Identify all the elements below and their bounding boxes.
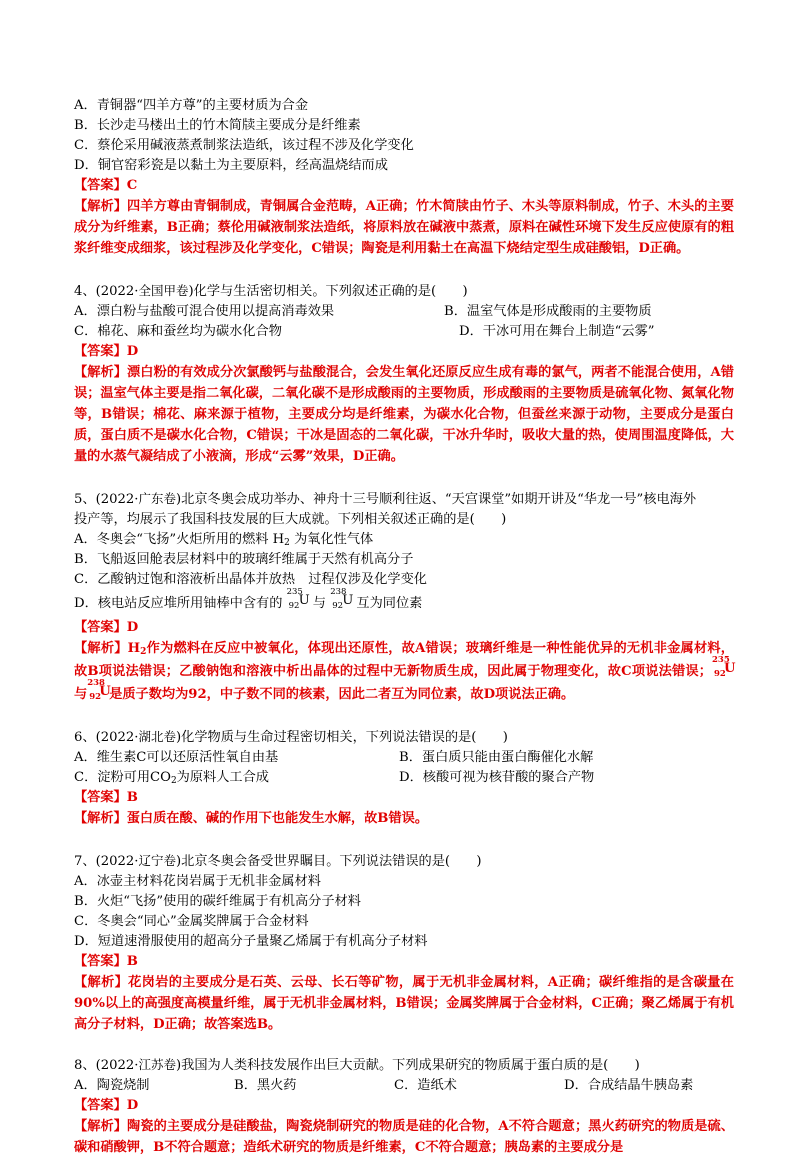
option-b: B．长沙走马楼出土的竹木简牍主要成分是纤维素 [74, 118, 361, 133]
source-label: 辽宁卷 [138, 853, 176, 868]
option-c: C．冬奥会“同心”金属奖牌属于合金材料 [74, 914, 309, 929]
option-d: D．干冰可用在舞台上制造“云雾” [459, 324, 655, 339]
nuclide-u235: 235 92 U [286, 587, 310, 611]
question-stem-cont: 投产等，均展示了我国科技发展的巨大成就。下列相关叙述正确的是( ) [74, 512, 507, 527]
option-a: A．冬奥会“飞扬”火炬所用的燃料 $H_2$ 为氧化性气体 [74, 532, 374, 548]
option-a: A．维生素C可以还原活性氧自由基 [74, 750, 279, 765]
option-b: B．火炬“飞扬”使用的碳纤维属于有机高分子材料 [74, 894, 361, 909]
options-row-1 [74, 748, 734, 768]
question-5 [74, 489, 734, 705]
explanation: 【解析】漂白粉的有效成分次氯酸钙与盐酸混合，会发生氧化还原反应生成有毒的氯气，两者不能混合使用，A错误；温室气体主要是指二氧化碳，二氧化碳不是形成酸雨的主要物质，形成酸雨的主要物质是硫氧化物、氮氧化物等，B错误；棉花、麻来源于植物，主要成分均是纤维素，为碳水化合物，但蚕丝来源于动物，主要成分是蛋白质，蛋白质不是碳水化合物，C错误；干冰是固态的二氧化碳，干冰升华时，吸收大量的热，使周围温度降低，大量的水蒸气凝结成了小液滴，形成“云雾”效果，D正确。 [74, 365, 734, 464]
option-b: B．黑火药 [234, 1078, 297, 1093]
question-8 [74, 1055, 734, 1158]
options-row-2 [74, 768, 734, 788]
option-d: D．合成结晶牛胰岛素 [564, 1078, 694, 1093]
question-7 [74, 851, 734, 1035]
option-a: A．青铜器“四羊方尊”的主要材质为合金 [74, 98, 309, 113]
option-a: A．陶瓷烧制 [74, 1078, 150, 1093]
document-page [74, 96, 734, 1158]
option-d: D．核电站反应堆所用铀棒中含有的 235 92 U 与 238 92 U 互为同位素 [74, 587, 423, 611]
answer: 【答案】D [74, 1098, 139, 1113]
answer: 【答案】D [74, 344, 139, 359]
question-4 [74, 281, 734, 467]
option-d: D．短道速滑服使用的超高分子量聚乙烯属于有机高分子材料 [74, 934, 428, 949]
answer: 【答案】B [74, 790, 138, 805]
option-a: A．漂白粉与盐酸可混合使用以提高消毒效果 [74, 304, 335, 319]
question-6 [74, 727, 734, 829]
question-stem: 7、(2022·辽宁卷)北京冬奥会备受世界瞩目。下列说法错误的是( ) [74, 853, 482, 869]
option-a: A．冰壶主材料花岗岩属于无机非金属材料 [74, 874, 321, 889]
question-stem: 4、(2022·全国甲卷)化学与生活密切相关。下列叙述正确的是( ) [74, 283, 468, 299]
explanation: 【解析】花岗岩的主要成分是石英、云母、长石等矿物，属于无机非金属材料，A正确；碳纤维指的是含碳量在90%以上的高强度高模量纤维，属于无机非金属材料，B错误；金属奖牌属于合金材料，C正确；聚乙烯属于有机高分子材料，D正确；故答案选B。 [74, 975, 734, 1032]
option-b: B．温室气体是形成酸雨的主要物质 [444, 304, 652, 319]
options-row-2 [74, 322, 734, 342]
option-c: C．蔡伦采用碱液蒸煮制浆法造纸，该过程不涉及化学变化 [74, 138, 414, 153]
source-label: 全国甲卷 [138, 283, 189, 298]
explanation: 【解析】四羊方尊由青铜制成，青铜属合金范畴，A正确；竹木简牍由竹子、木头等原料制成，竹子、木头的主要成分为纤维素，B正确；蔡伦用碱液制浆法造纸，将原料放在碱液中蒸煮，原料在碱性环境下发生反应使原有的粗浆纤维变成细浆，该过程涉及化学变化，C错误；陶瓷是利用黏土在高温下烧结定型生成硅酸铝，D正确。 [74, 199, 734, 256]
question-stem: 5、(2022·广东卷)北京冬奥会成功举办、神舟十三号顺利往返、“天宫课堂”如期开讲及“华龙一号”核电海外 [74, 491, 697, 507]
explanation: 【解析】陶瓷的主要成分是硅酸盐，陶瓷烧制研究的物质是硅的化合物，A不符合题意；黑火药研究的物质是硫、碳和硝酸钾，B不符合题意；造纸术研究的物质是纤维素，C不符合题意；胰岛素的主要成分是 [74, 1119, 734, 1155]
option-c: C．造纸术 [394, 1078, 457, 1093]
option-c: C．棉花、麻和蚕丝均为碳水化合物 [74, 324, 282, 339]
source-label: 湖北卷 [138, 729, 176, 744]
explanation: 【解析】$H_2$作为燃料在反应中被氧化，体现出还原性，故A错误；玻璃纤维是一种性能优异的无机非金属材料，故B项说法错误；乙酸钠饱和溶液中析出晶体的过程中无新物质生成，因此属于物理变化，故C项说法错误； 235 92 U 与 238 92 U 是质子数均为92，中子数不同的核素，因此二者互为同位素，故D项说法正确。 [74, 641, 736, 702]
option-c: C．乙酸钠过饱和溶液析出晶体并放热 过程仅涉及化学变化 [74, 572, 427, 587]
question-stem: 8、(2022·江苏卷)我国为人类科技发展作出巨大贡献。下列成果研究的物质属于蛋白质的是( ) [74, 1057, 640, 1073]
options-row-1 [74, 302, 734, 322]
nuclide-u238: 238 92 U [330, 587, 354, 611]
option-b: B．蛋白质只能由蛋白酶催化水解 [399, 750, 594, 765]
answer: 【答案】D [74, 620, 139, 635]
nuclide-u238: 238 92 U [87, 678, 111, 702]
answer: 【答案】C [74, 178, 138, 193]
options-row [74, 1076, 734, 1096]
question-stem: 6、(2022·湖北卷)化学物质与生命过程密切相关，下列说法错误的是( ) [74, 729, 508, 745]
nuclide-u235: 235 92 U [712, 655, 736, 679]
explanation: 【解析】蛋白质在酸、碱的作用下也能发生水解，故B错误。 [74, 811, 429, 826]
question-3-continued [74, 96, 734, 259]
option-b: B．飞船返回舱表层材料中的玻璃纤维属于天然有机高分子 [74, 552, 414, 567]
option-d: D．铜官窑彩瓷是以黏土为主要原料，经高温烧结而成 [74, 158, 388, 173]
option-d: D．核酸可视为核苷酸的聚合产物 [399, 770, 595, 785]
answer: 【答案】B [74, 954, 138, 969]
source-label: 江苏卷 [138, 1057, 176, 1072]
option-c: C．淀粉可用$CO_2$为原料人工合成 [74, 770, 269, 786]
source-label: 广东卷 [138, 491, 176, 506]
